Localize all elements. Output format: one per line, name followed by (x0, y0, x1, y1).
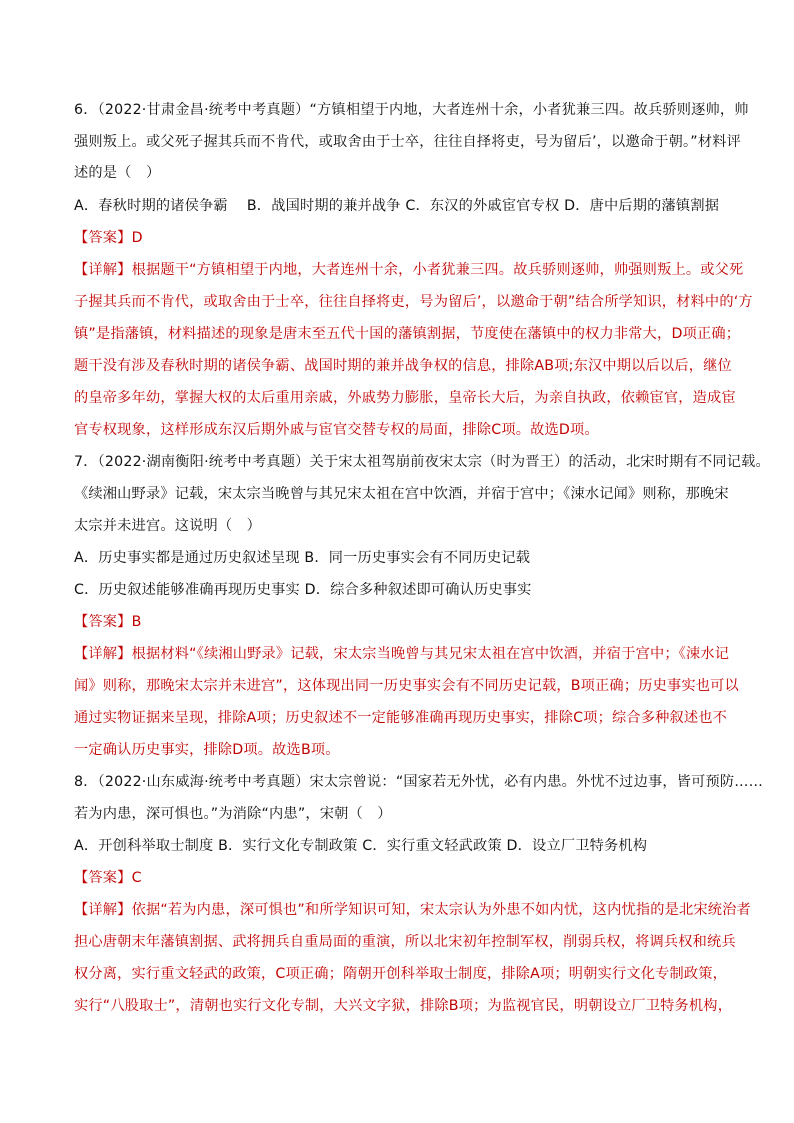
answer-tag: 【答案】 (74, 614, 132, 630)
q8-detail-line-1 (74, 900, 751, 920)
answer-value: D (131, 230, 143, 246)
answer-value: B (131, 614, 142, 630)
detail-tag: 【详解】 (74, 902, 132, 918)
q6-stem-line-3: 述的是（ ） (74, 165, 161, 181)
q7-stem-line-1: 7．（2022·湖南衡阳·统考中考真题）关于宋太祖驾崩前夜宋太宗（时为晋王）的活动，北宋时期有不同记载。 (74, 454, 770, 470)
q7-stem-line-3: 太宗并未进宫。这说明（ ） (74, 518, 262, 534)
q6-detail-line-5: 的皇帝多年幼，掌握大权的太后重用亲戚，外戚势力膨胀，皇帝长大后，为亲自执政，依赖宦官，造成宦 (74, 390, 736, 406)
q8-stem-line-2: 若为内患，深可惧也。”为消除“内患”，宋朝（ ） (74, 806, 392, 822)
detail-tag: 【详解】 (74, 646, 132, 662)
q7-detail-line-1 (74, 644, 729, 664)
detail-text: 依据“若为内患，深可惧也”和所学知识可知，宋太宗认为外患不如内忧，这内忧指的是北宋统治者 (131, 902, 751, 918)
answer-value: C (131, 870, 142, 886)
q7-detail-line-4: 一定确认历史事实，排除D项。故选B项。 (74, 742, 340, 758)
detail-tag: 【详解】 (74, 262, 132, 278)
q7-options-line-2: C．历史叙述能够准确再现历史事实 D．综合多种叙述即可确认历史事实 (74, 582, 532, 598)
answer-tag: 【答案】 (74, 870, 132, 886)
q8-stem-line-1: 8．（2022·山东威海·统考中考真题）宋太宗曾说：“国家若无外忧，必有内患。外忧不过边事，皆可预防…… (74, 774, 764, 790)
q6-detail-line-6: 官专权现象，这样形成东汉后期外戚与宦官交替专权的局面，排除C项。故选D项。 (74, 422, 599, 438)
q6-stem-line-2: 强则叛上。或父死子握其兵而不肯代，或取舍由于士卒，往往自择将吏，号为留后’，以邀命于朝。”材料评 (74, 134, 741, 150)
q6-detail-line-2: 子握其兵而不肯代，或取舍由于士卒，往往自择将吏，号为留后’，以邀命于朝”结合所学知识，材料中的‘方 (74, 294, 753, 310)
q8-detail-line-4: 实行“八股取士”，清朝也实行文化专制，大兴文字狱，排除B项；为监视官民，明朝设立厂卫特务机构， (74, 998, 733, 1014)
q8-options: A．开创科举取士制度 B．实行文化专制政策 C．实行重文轻武政策 D．设立厂卫特务机构 (74, 838, 648, 854)
q6-stem-line-1: 6．（2022·甘肃金昌·统考中考真题）“方镇相望于内地，大者连州十余，小者犹兼三四。故兵骄则逐帅，帅 (74, 102, 749, 118)
q8-answer (74, 868, 142, 888)
q6-answer (74, 228, 143, 248)
answer-tag: 【答案】 (74, 230, 132, 246)
q6-detail-line-1 (74, 260, 743, 280)
q8-detail-line-2: 担心唐朝末年藩镇割据、武将拥兵自重局面的重演，所以北宋初年控制军权，削弱兵权，将调兵权和统兵 (74, 934, 736, 950)
q8-detail-line-3: 权分离，实行重文轻武的政策，C项正确；隋朝开创科举取士制度，排除A项；明朝实行文化专制政策， (74, 966, 728, 982)
q7-detail-line-3: 通过实物证据来呈现，排除A项；历史叙述不一定能够准确再现历史事实，排除C项；综合多种叙述也不 (74, 710, 728, 726)
q7-answer (74, 612, 142, 632)
q6-detail-line-4: 题干没有涉及春秋时期的诸侯争霸、战国时期的兼并战争权的信息，排除AB项;东汉中期以后以后，继位 (74, 358, 732, 374)
detail-text: 根据题干“方镇相望于内地，大者连州十余，小者犹兼三四。故兵骄则逐帅，帅强则叛上。或父死 (131, 262, 744, 278)
q7-stem-line-2: 《续湘山野录》记载，宋太宗当晚曾与其兄宋太祖在宫中饮酒，并宿于宫中；《涑水记闻》则称，那晚宋 (74, 486, 729, 502)
q7-detail-line-2: 闻》则称，那晚宋太宗并未进宫”，这体现出同一历史事实会有不同历史记载，B项正确；历史事实也可以 (74, 678, 739, 694)
q6-detail-line-3: 镇”是指藩镇，材料描述的现象是唐末至五代十国的藩镇割据，节度使在藩镇中的权力非常大，D项正确； (74, 326, 741, 342)
q7-options-line-1: A．历史事实都是通过历史叙述呈现 B．同一历史事实会有不同历史记载 (74, 550, 531, 566)
detail-text: 根据材料“《续湘山野录》记载，宋太宗当晚曾与其兄宋太祖在宫中饮酒，并宿于宫中；《涑水记 (131, 646, 730, 662)
q6-options: A．春秋时期的诸侯争霸 B．战国时期的兼并战争 C．东汉的外戚宦官专权 D．唐中后期的藩镇割据 (74, 198, 720, 214)
